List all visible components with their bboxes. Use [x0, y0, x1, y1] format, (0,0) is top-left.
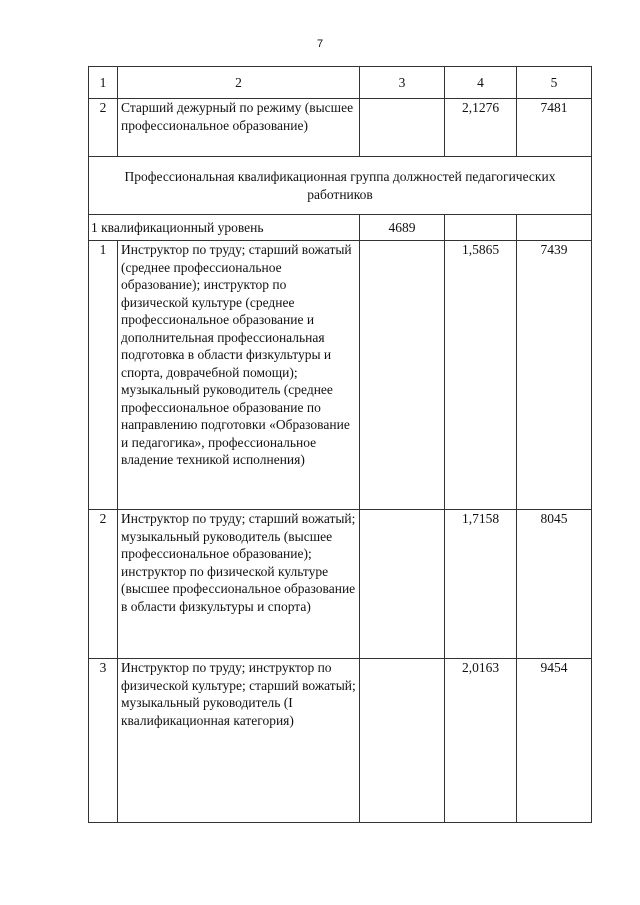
qualification-level-label: 1 квалификационный уровень: [89, 215, 360, 241]
header-cell-2: 2: [118, 67, 360, 99]
position-name: Старший дежурный по режиму (высшее профессиональное образование): [118, 99, 360, 157]
position-name: Инструктор по труду; старший вожатый; музыкальный руководитель (высшее профессиональное образование); инструктор по физической культуре (высшее профессиональное образование в области физкультуры и спорта): [118, 510, 360, 659]
base-salary-cell: [360, 99, 445, 157]
level-base-salary: 4689: [360, 215, 445, 241]
table-header-row: [89, 67, 592, 99]
header-cell-1: 1: [89, 67, 118, 99]
level-coefficient: [445, 215, 517, 241]
coefficient-cell: 2,0163: [445, 659, 517, 823]
header-cell-5: 5: [517, 67, 592, 99]
coefficient-cell: 2,1276: [445, 99, 517, 157]
table-row: [89, 99, 592, 157]
table-row: [89, 659, 592, 823]
coefficient-cell: 1,7158: [445, 510, 517, 659]
base-salary-cell: [360, 510, 445, 659]
base-salary-cell: [360, 659, 445, 823]
salary-cell: 9454: [517, 659, 592, 823]
position-name: Инструктор по труду; инструктор по физической культуре; старший вожатый; музыкальный руководитель (I квалификационная категория): [118, 659, 360, 823]
base-salary-cell: [360, 241, 445, 510]
level-salary: [517, 215, 592, 241]
group-title: Профессиональная квалификационная группа должностей педагогических работников: [89, 157, 592, 215]
header-cell-3: 3: [360, 67, 445, 99]
row-number: 1: [89, 241, 118, 510]
row-number: 2: [89, 510, 118, 659]
group-title-row: [89, 157, 592, 215]
salary-table: [88, 66, 592, 823]
row-number: 3: [89, 659, 118, 823]
header-cell-4: 4: [445, 67, 517, 99]
row-number: 2: [89, 99, 118, 157]
position-name: Инструктор по труду; старший вожатый (среднее профессиональное образование); инструктор по физической культуре (среднее профессиональное образование и дополнительная профессиональная подготовка в области физкультуры и спорта, доврачебной помощи); музыкальный руководитель (среднее профессиональное образование по направлению подготовки «Образование и педагогика», профессиональное владение техникой исполнения): [118, 241, 360, 510]
qualification-level-row: [89, 215, 592, 241]
coefficient-cell: 1,5865: [445, 241, 517, 510]
salary-cell: 7439: [517, 241, 592, 510]
table-row: [89, 241, 592, 510]
salary-cell: 7481: [517, 99, 592, 157]
page-number: 7: [316, 38, 324, 50]
salary-cell: 8045: [517, 510, 592, 659]
table-row: [89, 510, 592, 659]
